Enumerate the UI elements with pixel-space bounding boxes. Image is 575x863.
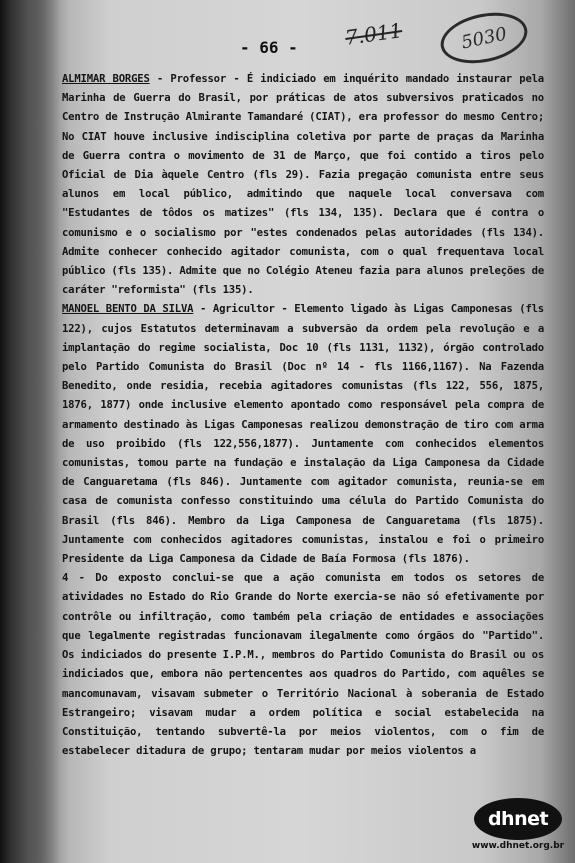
paragraph-3: [62, 569, 544, 761]
page-binding-shadow: [0, 0, 60, 863]
dhnet-logo: [474, 798, 562, 840]
logo-text: dhnet: [487, 808, 549, 830]
paragraph-text: - Professor - É indiciado em inquérito mandado instaurar pela Marinha de Guerra do Brasil, por práticas de atos subversivos praticados no Centro de Instrução Almirante Tamandaré (CIAT), era professor do mesmo Centro; No CIAT houve inclusive indisciplina coletiva por parte de praças da Marinha de Guerra contra o movimento de 31 de Março, que foi contido a tiros pelo Oficial de Dia àquele Centro (fls 29). Fazia pregação comunista entre seus alunos em local público, admitindo que naquele local conversava com "Estudantes de tôdos os matizes" (fls 134, 135). Declara que é contra o comunismo e o socialismo por "estes condenados pelas autoridades (fls 134). Admite conhecer conhecido agitador comunista, com o qual frequentava local público (fls 135). Admite que no Colégio Ateneu fazia para alunos preleções de caráter "reformista" (fls 135).: [62, 73, 544, 297]
stamp-text: 5030: [459, 22, 509, 54]
document-body: [62, 70, 544, 761]
page-number: - 66 -: [240, 38, 298, 57]
paragraph-1: [62, 70, 544, 300]
indicted-name: MANOEL BENTO DA SILVA: [62, 303, 194, 316]
watermark-url: www.dhnet.org.br: [471, 841, 565, 851]
indicted-name: ALMIMAR BORGES: [62, 73, 150, 85]
paragraph-2: [62, 300, 544, 569]
handwritten-reference: 7.011: [343, 18, 404, 50]
paragraph-text: 4 - Do exposto conclui-se que a ação comunista em todos os setores de atividades no Estado do Rio Grande do Norte exercia-se não só efetivamente por contrôle ou infiltração, como também pela criação de entidades e associações que legalmente registradas funcionavam ilegalmente como órgãos do "Partido". Os indiciados do presente I.P.M., membros do Partido Comunista do Brasil ou os indiciados que, embora não pertencentes aos quadros do Partido, com aquêles se mancomunavam, visavam submeter o Território Nacional à soberania de Estado Estrangeiro; visavam mudar a ordem política e social estabelecida na Constituição, tentando subvertê-la por meios violentos, com o fim de estabelecer ditadura de grupo; tentaram mudar por meios violentos a: [62, 572, 544, 758]
paragraph-text: - Agricultor - Elemento ligado às Ligas Camponesas (fls 122), cujos Estatutos determinavam a subversão da ordem pela revolução e a implantação do regime socialista, Doc 10 (fls 1131, 1132), órgão controlado pelo Partido Comunista do Brasil (Doc nº 14 - fls 1166,1167). Na Fazenda Benedito, onde residia, recebia agitadores comunistas (fls 122, 556, 1875, 1876, 1877) onde inclusive elemento apontado como responsável pela compra de armamento destinado às Ligas Camponesas realizou demonstração de tiro com arma de uso proibido (fls 122,556,1877). Juntamente com conhecidos elementos comunistas, tomou parte na fundação e instalação da Liga Camponesa da Cidade de Canguaretama (fls 846). Juntamente com agitador comunista, reunia-se em casa de comunista confesso constituindo uma célula do Partido Comunista do Brasil (fls 846). Membro da Liga Camponesa de Canguaretama (fls 1875). Juntamente com conhecidos agitadores comunistas, instalou e foi o primeiro Presidente da Liga Camponesa da Cidade de Baía Formosa (fls 1876).: [62, 303, 544, 566]
